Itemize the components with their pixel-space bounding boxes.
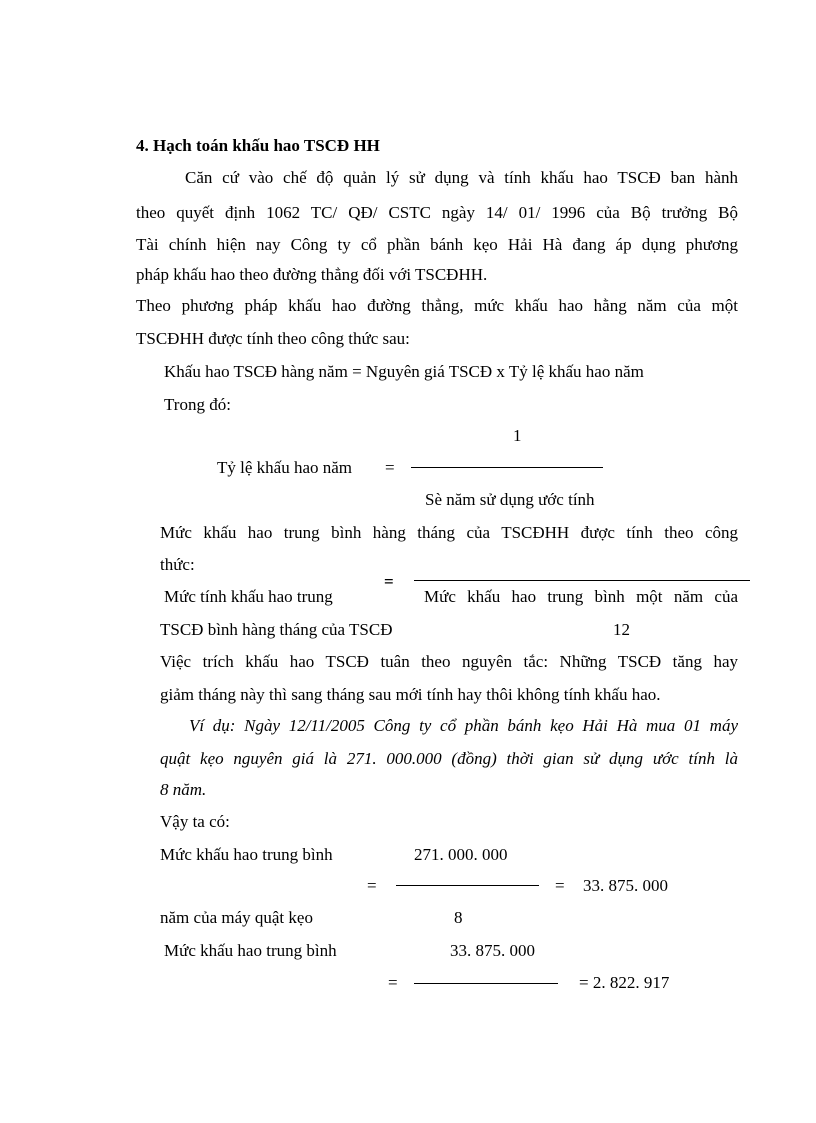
rule-line-2: giảm tháng này thì sang tháng sau mới tính hay thôi không tính khấu hao. — [160, 685, 661, 704]
intro-line-1: Căn cứ vào chế độ quản lý sử dụng và tính khấu hao TSCĐ ban hành — [185, 168, 738, 187]
monthly-fraction-bar — [414, 580, 750, 581]
monthly-label-line-1: Mức tính khấu hao trung — [164, 587, 333, 606]
method-line-2: TSCĐHH được tính theo công thức sau: — [136, 329, 410, 348]
calc1-numerator: 271. 000. 000 — [414, 845, 508, 864]
example-line-3: 8 năm. — [160, 780, 207, 799]
example-line-1: Ví dụ: Ngày 12/11/2005 Công ty cổ phần bánh kẹo Hải Hà mua 01 máy — [189, 716, 738, 735]
monthly-intro-line-2: thức: — [160, 555, 195, 574]
rate-fraction-bar — [411, 467, 603, 468]
calc1-fraction-bar — [396, 885, 539, 886]
rule-line-1: Việc trích khấu hao TSCĐ tuân theo nguyên tắc: Những TSCĐ tăng hay — [160, 652, 738, 671]
rate-equals: = — [385, 458, 395, 477]
so-we-have: Vậy ta có: — [160, 812, 230, 831]
intro-line-3: Tài chính hiện nay Công ty cổ phần bánh kẹo Hải Hà đang áp dụng phương — [136, 235, 738, 254]
calc2-result: = 2. 822. 917 — [579, 973, 670, 992]
method-line-1: Theo phương pháp khấu hao đường thẳng, mức khấu hao hằng năm của một — [136, 296, 738, 315]
calc2-equals: = — [388, 973, 398, 992]
annual-depreciation-formula: Khấu hao TSCĐ hàng năm = Nguyên giá TSCĐ x Tỷ lệ khấu hao năm — [164, 362, 644, 381]
rate-label: Tỷ lệ khấu hao năm — [217, 458, 353, 477]
calc1-equals: = — [367, 876, 377, 895]
monthly-equals: = — [384, 572, 394, 591]
calc1-label-line-1: Mức khấu hao trung bình — [160, 845, 333, 864]
calc1-label-line-2: năm của máy quật kẹo — [160, 908, 313, 927]
intro-line-4: pháp khấu hao theo đường thẳng đối với TSCĐHH. — [136, 265, 488, 284]
monthly-intro-line-1: Mức khấu hao trung bình hàng tháng của TSCĐHH được tính theo công — [160, 523, 738, 542]
intro-line-2: theo quyết định 1062 TC/ QĐ/ CSTC ngày 14/ 01/ 1996 của Bộ trưởng Bộ — [136, 203, 738, 222]
calc1-result: 33. 875. 000 — [583, 876, 668, 895]
monthly-label-line-2: TSCĐ bình hàng tháng của TSCĐ — [160, 620, 393, 639]
rate-denominator: Sè năm sử dụng ước tính — [425, 490, 595, 509]
calc1-equals-2: = — [555, 876, 565, 895]
section-heading: 4. Hạch toán khấu hao TSCĐ HH — [136, 136, 380, 155]
calc2-numerator: 33. 875. 000 — [450, 941, 535, 960]
calc1-denominator: 8 — [454, 908, 463, 927]
calc2-fraction-bar — [414, 983, 558, 984]
where-label: Trong đó: — [164, 395, 231, 414]
calc2-label-line-1: Mức khấu hao trung bình — [164, 941, 337, 960]
monthly-numerator: Mức khấu hao trung bình một năm của — [424, 587, 738, 606]
example-line-2: quật kẹo nguyên giá là 271. 000.000 (đồng) thời gian sử dụng ước tính là — [160, 749, 738, 768]
monthly-denominator: 12 — [613, 620, 630, 639]
rate-numerator: 1 — [513, 426, 522, 445]
